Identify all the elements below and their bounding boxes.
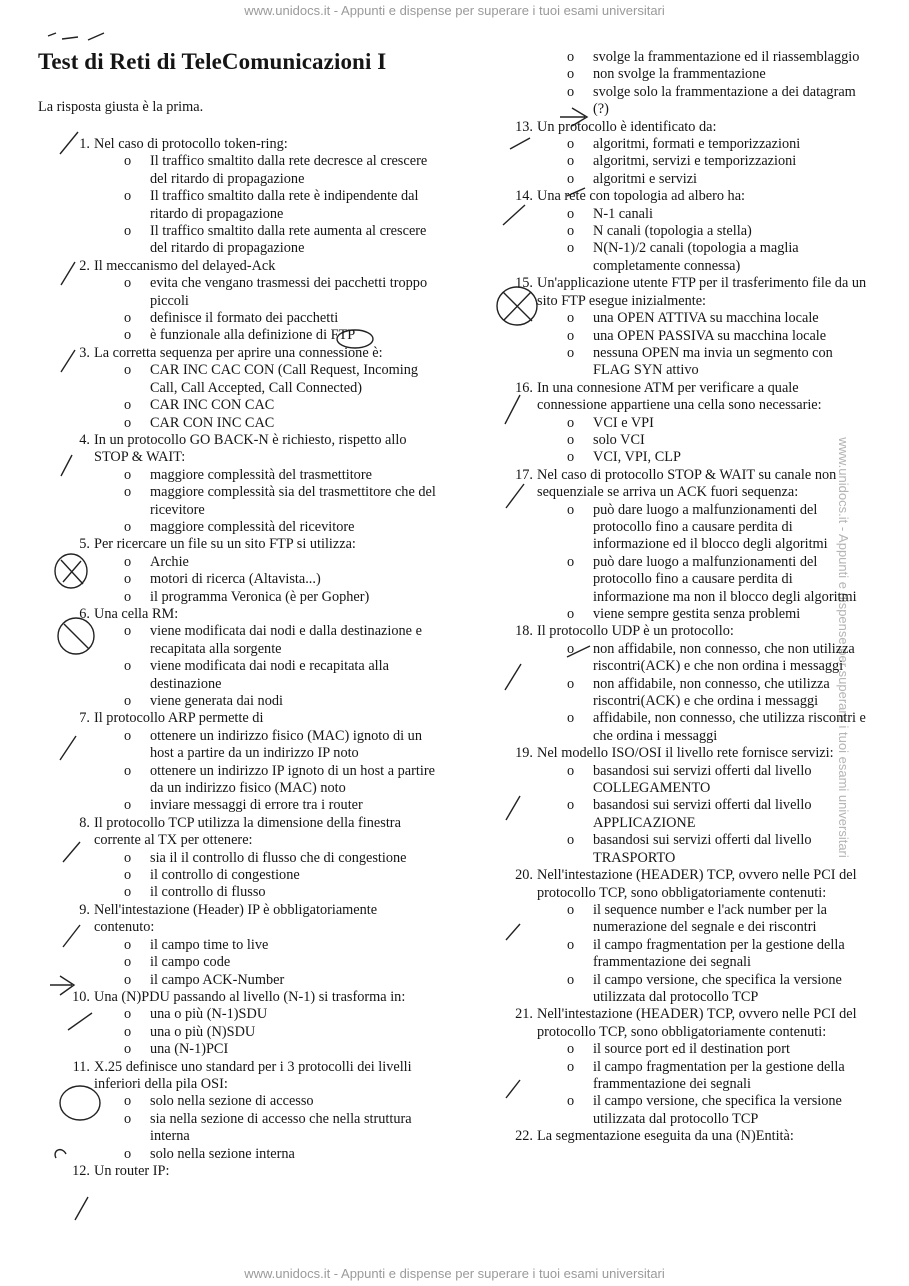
question-number: 15. [515,275,533,292]
option-item: o il campo fragmentation per la gestione della frammentazione dei segnali [537,937,872,972]
option-item: o evita che vengano trasmessi dei pacchetti troppo piccoli [38,275,438,310]
question-text: Una cella RM: [94,605,179,622]
option-item: o il controllo di flusso [38,884,438,901]
question-number: 7. [79,710,90,727]
option-item: o il programma Veronica (è per Gopher) [38,589,438,606]
question-number: 8. [79,814,90,831]
question-8 [38,815,438,902]
question-text: Nell'intestazione (HEADER) TCP, ovvero nelle PCI del protocollo TCP, sono obbligatoriamente contenuti: [537,867,857,901]
question-number: 3. [79,344,90,361]
option-item: o il campo time to live [38,937,438,954]
option-item: o solo VCI [537,432,872,449]
question-number: 17. [515,466,533,483]
option-item: o motori di ricerca (Altavista...) [38,571,438,588]
question-text: Nel modello ISO/OSI il livello rete fornisce servizi: [537,745,834,762]
question-3 [38,345,438,432]
option-item: o svolge la frammentazione ed il riassemblaggio [537,49,872,66]
question-number: 22. [515,1128,533,1145]
question-number: 13. [515,118,533,135]
option-item: o non affidabile, non connesso, che non utilizza riscontri(ACK) e che non ordina i messaggi [537,641,872,676]
option-item: o VCI e VPI [537,415,872,432]
question-1 [38,136,438,258]
question-number: 10. [72,988,90,1005]
question-text: Il meccanismo del delayed-Ack [94,257,276,274]
option-item: o Il traffico smaltito dalla rete aumenta al crescere del ritardo di propagazione [38,223,438,258]
question-text: Una (N)PDU passando al livello (N-1) si trasforma in: [94,988,406,1005]
question-text: Nell'intestazione (HEADER) TCP, ovvero nelle PCI del protocollo TCP, sono obbligatoriamente contenuti: [537,1006,857,1040]
option-item: o maggiore complessità del ricevitore [38,519,438,536]
question-number: 6. [79,605,90,622]
question-9 [38,902,438,989]
question-text: Un'applicazione utente FTP per il trasferimento file da un sito FTP esegue inizialmente: [537,275,867,309]
question-number: 9. [79,901,90,918]
option-item: o una OPEN PASSIVA su macchina locale [537,328,872,345]
question-4 [38,432,438,536]
option-item: o Il traffico smaltito dalla rete è indipendente dal ritardo di propagazione [38,188,438,223]
option-item: o il campo code [38,954,438,971]
option-item: o solo nella sezione di accesso [38,1093,438,1110]
document-title: Test di Reti di TeleComunicazioni I [38,49,387,74]
option-item: o viene modificata dai nodi e recapitata alla destinazione [38,658,438,693]
option-item: o basandosi sui servizi offerti dal livello TRASPORTO [537,832,872,867]
option-item: o il campo versione, che specifica la versione utilizzata dal protocollo TCP [537,972,872,1007]
pen-tick-19 [506,796,520,820]
question-text: In un protocollo GO BACK-N è richiesto, rispetto allo STOP & WAIT: [94,431,407,466]
pen-tick-16 [505,395,520,424]
pen-tick-20 [506,924,520,940]
option-item: o CAR INC CAC CON (Call Request, Incoming Call, Call Accepted, Call Connected) [38,362,438,397]
question-number: 18. [515,623,533,640]
option-item: o una OPEN ATTIVA su macchina locale [537,310,872,327]
option-item: o solo nella sezione interna [38,1146,438,1163]
pen-scribble-top [48,33,104,40]
question-13 [515,118,872,189]
option-item: o algoritmi, formati e temporizzazioni [537,136,872,153]
question-11 [38,1059,438,1163]
question-text: Una rete con topologia ad albero ha: [537,188,746,205]
option-item: o inviare messaggi di errore tra i router [38,797,438,814]
option-item: o Il traffico smaltito dalla rete decresce al crescere del ritardo di propagazione [38,153,438,188]
watermark-top: www.unidocs.it - Appunti e dispense per superare i tuoi esami universitari [244,3,665,18]
question-text: Nel caso di protocollo STOP & WAIT su canale non sequenziale se arriva un ACK fuori sequenza: [537,466,837,501]
question-text: Un router IP: [94,1162,170,1179]
option-item: o ottenere un indirizzo IP ignoto di un host a partire da un indirizzo fisico (MAC) noto [38,763,438,798]
question-number: 2. [79,257,90,274]
option-item: o ottenere un indirizzo fisico (MAC) ignoto di un host a partire da un indirizzo IP noto [38,728,438,763]
option-item: o il controllo di congestione [38,867,438,884]
option-item: o può dare luogo a malfunzionamenti del protocollo fino a causare perdita di informazione ed il blocco degli algoritmi [537,502,872,554]
option-item: o il sequence number e l'ack number per la numerazione del segnale e dei riscontri [537,902,872,937]
question-21 [515,1006,872,1128]
watermark-bottom: www.unidocs.it - Appunti e dispense per superare i tuoi esami universitari [244,1266,665,1281]
question-text: Nel caso di protocollo token-ring: [94,136,288,152]
question-7 [38,710,438,814]
question-18 [515,623,872,745]
question-number: 5. [79,536,90,553]
question-number: 16. [515,379,533,396]
pen-tick-17 [506,484,524,508]
question-number: 11. [72,1058,90,1075]
option-item: o viene modificata dai nodi e dalla destinazione e recapitata alla sorgente [38,623,438,658]
option-item: o maggiore complessità del trasmettitore [38,467,438,484]
intro-text: La risposta giusta è la prima. [38,99,204,115]
option-item: o N(N-1)/2 canali (topologia a maglia completamente connessa) [537,240,872,275]
option-item: o CAR INC CON CAC [38,397,438,414]
question-text: La corretta sequenza per aprire una connessione è: [94,344,383,361]
option-item: o sia il il controllo di flusso che di congestione [38,850,438,867]
option-item: o sia nella sezione di accesso che nella struttura interna [38,1111,438,1146]
option-item: o CAR CON INC CAC [38,415,438,432]
question-text: Il protocollo ARP permette di [94,710,264,727]
question-text: La segmentazione eseguita da una (N)Entità: [537,1128,794,1145]
question-text: Per ricercare un file su un sito FTP si utilizza: [94,536,356,553]
option-item: o viene sempre gestita senza problemi [537,606,872,623]
question-number: 14. [515,188,533,205]
pen-tick-18 [505,664,521,690]
option-item: o una o più (N)SDU [38,1024,438,1041]
question-text: Il protocollo TCP utilizza la dimensione della finestra corrente al TX per ottenere: [94,814,401,849]
option-item: o N canali (topologia a stella) [537,223,872,240]
pen-tick-21 [506,1080,520,1098]
option-item: o definisce il formato dei pacchetti [38,310,438,327]
option-item: o può dare luogo a malfunzionamenti del protocollo fino a causare perdita di informazione ma non il blocco degli algoritmi [537,554,872,606]
question-text: Il protocollo UDP è un protocollo: [537,623,734,640]
question-text: In una connesione ATM per verificare a quale connessione appartiene una cella sono necessarie: [537,379,822,414]
option-item: o il source port ed il destination port [537,1041,872,1058]
question-12 [38,1163,438,1180]
question-number: 21. [515,1006,533,1023]
option-item: o basandosi sui servizi offerti dal livello COLLEGAMENTO [537,763,872,798]
question-16 [515,379,872,467]
option-item: o svolge solo la frammentazione a dei datagram (?) [537,84,872,119]
question-22 [515,1128,872,1145]
pen-tick-13 [510,138,530,149]
option-item: o il campo ACK-Number [38,972,438,989]
pen-tick-14 [503,205,525,225]
continued-options-q12 [537,49,872,119]
pen-tick-12 [75,1197,88,1220]
question-2 [38,258,438,345]
question-text: X.25 definisce uno standard per i 3 protocolli dei livelli inferiori della pila OSI: [94,1058,412,1092]
question-number: 12. [72,1162,90,1179]
question-text: Nell'intestazione (Header) IP è obbligatoriamente contenuto: [94,901,378,936]
option-item: o il campo fragmentation per la gestione della frammentazione dei segnali [537,1059,872,1094]
question-14 [515,188,872,275]
option-item: o nessuna OPEN ma invia un segmento con FLAG SYN attivo [537,345,872,380]
question-text: Un protocollo è identificato da: [537,118,717,135]
question-number: 1. [79,136,90,152]
option-item: o è funzionale alla definizione di FTP [38,327,438,344]
option-item: o algoritmi, servizi e temporizzazioni [537,153,872,170]
option-item: o affidabile, non connesso, che utilizza riscontri e che ordina i messaggi [537,710,872,745]
option-item: o una o più (N-1)SDU [38,1006,438,1023]
question-number: 19. [515,745,533,762]
question-20 [515,867,872,1006]
option-item: o viene generata dai nodi [38,693,438,710]
option-item: o maggiore complessità sia del trasmettitore che del ricevitore [38,484,438,519]
question-17 [515,466,872,624]
watermark-right: www.unidocs.it - Appunti e dispense per superare i tuoi esami universitari [835,437,851,858]
option-item: o Archie [38,554,438,571]
option-item: o non svolge la frammentazione [537,66,872,83]
question-number: 20. [515,867,533,884]
option-item: o VCI, VPI, CLP [537,449,872,466]
option-item: o il campo versione, che specifica la versione utilizzata dal protocollo TCP [537,1093,872,1128]
option-item: o N-1 canali [537,206,872,223]
question-10 [38,989,438,1059]
pen-cross-q15 [503,292,532,321]
option-item: o una (N-1)PCI [38,1041,438,1058]
option-item: o non affidabile, non connesso, che utilizza riscontri(ACK) e che ordina i messaggi [537,676,872,711]
question-19 [515,745,872,867]
question-5 [38,536,438,606]
question-6 [38,606,438,710]
question-15 [515,275,872,379]
option-item: o algoritmi e servizi [537,171,872,188]
question-number: 4. [79,431,90,448]
option-item: o basandosi sui servizi offerti dal livello APPLICAZIONE [537,797,872,832]
